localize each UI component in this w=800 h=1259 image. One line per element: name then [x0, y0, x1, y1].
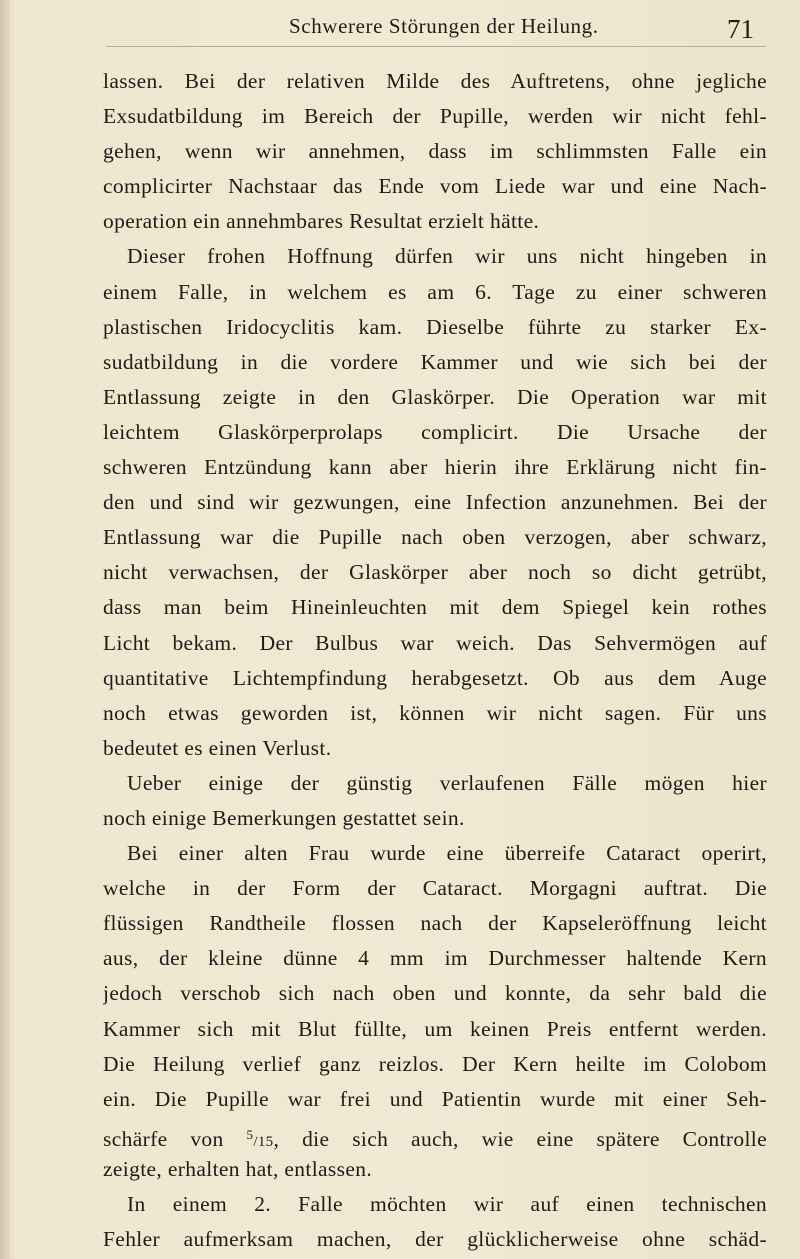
text-line: den und sind wir gezwungen, eine Infection anzunehmen. Bei der — [103, 490, 767, 515]
text-line: Entlassung war die Pupille nach oben verzogen, aber schwarz, — [103, 525, 767, 550]
text-line: Licht bekam. Der Bulbus war weich. Das Sehvermögen auf — [103, 630, 767, 655]
text-line: dass man beim Hineinleuchten mit dem Spiegel kein rothes — [103, 595, 767, 620]
page-header — [0, 10, 800, 42]
text-line: zeigte, erhalten hat, entlassen. — [103, 1156, 373, 1181]
text-line: aus, der kleine dünne 4 mm im Durchmesser haltende Kern — [103, 946, 767, 971]
text-line: noch etwas geworden ist, können wir nicht sagen. Für uns — [103, 700, 767, 725]
text-line-with-fraction — [103, 1117, 767, 1152]
text-segment: , die sich auch, wie eine spätere Controlle — [273, 1126, 767, 1151]
text-line: In einem 2. Falle möchten wir auf einen technischen — [127, 1192, 767, 1216]
body-text — [103, 64, 767, 1257]
text-line: quantitative Lichtempfindung herabgesetzt. Ob aus dem Auge — [103, 665, 767, 690]
fraction-denominator: /15 — [253, 1133, 274, 1150]
text-line: leichtem Glaskörperprolaps complicirt. Die Ursache der — [103, 419, 767, 444]
text-line: Entlassung zeigte in den Glaskörper. Die Operation war mit — [103, 384, 767, 409]
text-line: ein. Die Pupille war frei und Patientin wurde mit einer Seh- — [103, 1086, 767, 1111]
text-line: einem Falle, in welchem es am 6. Tage zu einer schweren — [103, 279, 767, 304]
text-line: Exsudatbildung im Bereich der Pupille, werden wir nicht fehl- — [103, 104, 767, 129]
text-line: Die Heilung verlief ganz reizlos. Der Kern heilte im Colobom — [103, 1051, 767, 1076]
text-line: complicirter Nachstaar das Ende vom Liede war und eine Nach- — [103, 174, 767, 199]
text-line: flüssigen Randtheile flossen nach der Kapseleröffnung leicht — [103, 911, 767, 936]
text-line: operation ein annehmbares Resultat erzielt hätte. — [103, 209, 540, 234]
fraction — [246, 1127, 273, 1151]
text-line: bedeutet es einen Verlust. — [103, 735, 332, 760]
text-line: Fehler aufmerksam machen, der glücklicherweise ohne schäd- — [103, 1227, 767, 1252]
page-binding-edge — [0, 0, 10, 1259]
text-line: plastischen Iridocyclitis kam. Dieselbe führte zu starker Ex- — [103, 314, 767, 339]
text-line: lassen. Bei der relativen Milde des Auftretens, ohne jegliche — [103, 69, 767, 93]
fraction-numerator: 5 — [246, 1126, 254, 1142]
text-segment: schärfe von — [103, 1126, 247, 1151]
page-number: 71 — [727, 14, 754, 44]
text-line: schweren Entzündung kann aber hierin ihre Erklärung nicht fin- — [103, 455, 767, 480]
text-line: Dieser frohen Hoffnung dürfen wir uns nicht hingeben in — [127, 244, 767, 269]
text-line: noch einige Bemerkungen gestattet sein. — [103, 805, 465, 830]
text-line: nicht verwachsen, der Glaskörper aber noch so dicht getrübt, — [103, 560, 767, 585]
running-title: Schwerere Störungen der Heilung. — [289, 14, 599, 38]
text-line: Bei einer alten Frau wurde eine überreife Cataract operirt, — [127, 841, 767, 866]
text-line: welche in der Form der Cataract. Morgagni auftrat. Die — [103, 876, 767, 901]
text-line: Ueber einige der günstig verlaufenen Fälle mögen hier — [127, 770, 767, 795]
text-line: sudatbildung in die vordere Kammer und wie sich bei der — [103, 349, 767, 374]
text-line: gehen, wenn wir annehmen, dass im schlimmsten Falle ein — [103, 139, 767, 164]
text-line: Kammer sich mit Blut füllte, um keinen Preis entfernt werden. — [103, 1016, 767, 1041]
header-rule — [106, 46, 766, 47]
text-line: jedoch verschob sich nach oben und konnte, da sehr bald die — [103, 981, 767, 1006]
